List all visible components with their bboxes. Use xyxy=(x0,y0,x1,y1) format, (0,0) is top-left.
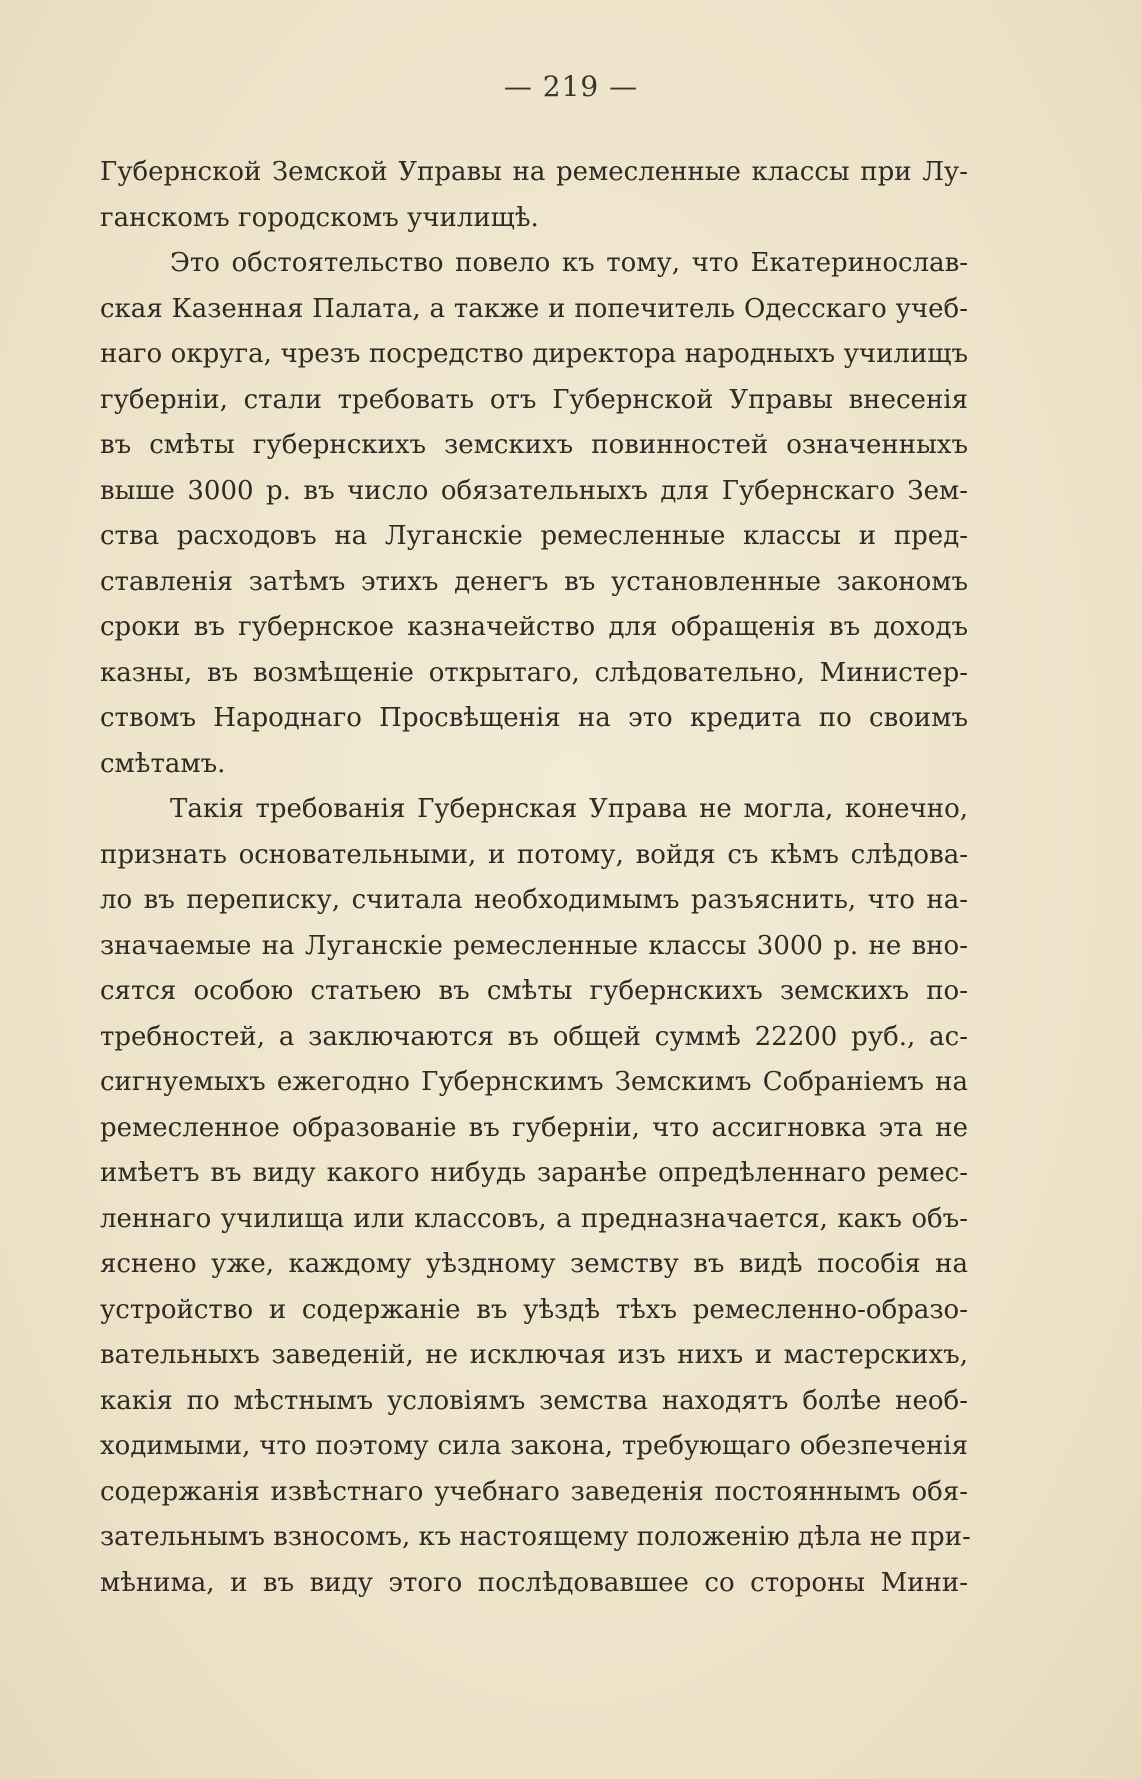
text-line: значаемые на Луганскіе ремесленные классы 3000 р. не вно- xyxy=(100,930,968,961)
text-line: ганскомъ городскомъ училищѣ. xyxy=(100,202,539,233)
text-line: вательныхъ заведеній, не исключая изъ нихъ и мастерскихъ, xyxy=(100,1340,968,1370)
text-line: сятся особою статьею въ смѣты губернскихъ земскихъ по- xyxy=(100,976,968,1006)
text-line: ходимыми, что поэтому сила закона, требующаго обезпеченія xyxy=(100,1431,968,1461)
page-number: — 219 — xyxy=(503,70,639,103)
text-line: имѣетъ въ виду какого нибудь заранѣе опредѣленнаго ремес- xyxy=(100,1158,968,1188)
text-line: въ смѣты губернскихъ земскихъ повинностей означенныхъ xyxy=(100,430,968,460)
text-line: казны, въ возмѣщеніе открытаго, слѣдовательно, Министер- xyxy=(100,657,968,688)
text-line: зательнымъ взносомъ, къ настоящему положенію дѣла не при- xyxy=(100,1522,971,1552)
text-line: устройство и содержаніе въ уѣздѣ тѣхъ ремесленно-образо- xyxy=(100,1294,968,1325)
text-line: Это обстоятельство повело къ тому, что Екатеринослав- xyxy=(170,248,968,278)
text-line: ставленія затѣмъ этихъ денегъ въ установленные закономъ xyxy=(100,566,968,597)
text-line: наго округа, чрезъ посредство директора народныхъ училищъ xyxy=(100,339,968,369)
text-line: губерніи, стали требовать отъ Губернской Управы внесенія xyxy=(100,384,968,415)
text-line: сроки въ губернское казначейство для обращенія въ доходъ xyxy=(100,612,968,642)
text-line: ствомъ Народнаго Просвѣщенія на это кредита по своимъ xyxy=(100,703,968,733)
text-line: леннаго училища или классовъ, а предназначается, какъ объ- xyxy=(100,1203,968,1234)
body-text xyxy=(100,150,971,1606)
text-line: Губернской Земской Управы на ремесленные классы при Лу- xyxy=(100,157,968,187)
text-line: выше 3000 р. въ число обязательныхъ для Губернскаго Зем- xyxy=(100,475,968,506)
text-line: ремесленное образованіе въ губерніи, что ассигновка эта не xyxy=(100,1112,968,1143)
text-line: ства расходовъ на Луганскіе ремесленные классы и пред- xyxy=(100,521,968,551)
text-line: требностей, а заключаются въ общей суммѣ 22200 руб., ас- xyxy=(100,1021,968,1052)
text-line: сигнуемыхъ ежегодно Губернскимъ Земскимъ Собраніемъ на xyxy=(100,1067,968,1097)
text-line: ская Казенная Палата, а также и попечитель Одесскаго учеб- xyxy=(100,293,968,324)
text-line: мѣнима, и въ виду этого послѣдовавшее со стороны Мини- xyxy=(100,1567,968,1598)
text-line: содержанія извѣстнаго учебнаго заведенія постояннымъ обя- xyxy=(100,1476,968,1507)
text-line: Такія требованія Губернская Управа не могла, конечно, xyxy=(170,794,968,824)
text-line: смѣтамъ. xyxy=(100,748,226,779)
text-line: признать основательными, и потому, войдя съ кѣмъ слѣдова- xyxy=(100,839,968,870)
text-line: яснено уже, каждому уѣздному земству въ видѣ пособія на xyxy=(100,1249,968,1279)
text-line: ло въ переписку, считала необходимымъ разъяснить, что на- xyxy=(100,885,968,915)
text-line: какія по мѣстнымъ условіямъ земства находятъ болѣе необ- xyxy=(100,1385,968,1416)
